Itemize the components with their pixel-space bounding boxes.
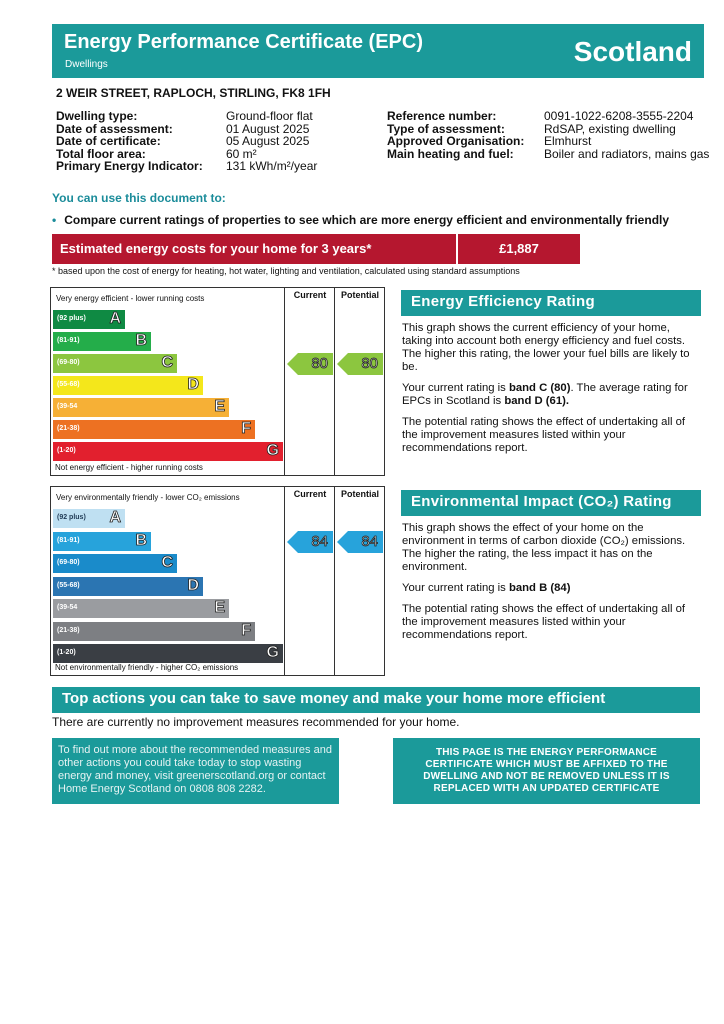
graph-top-caption: Very energy efficient - lower running costs [56, 294, 205, 303]
detail-label: Dwelling type: [56, 109, 138, 123]
detail-value: 60 m² [226, 146, 257, 161]
environment-paragraph: The potential rating shows the effect of undertaking all of the improvement measures listed within your recommendations report. [402, 603, 686, 641]
environmental-rating-heading: Environmental Impact (CO₂) Rating [401, 490, 701, 516]
band-range: (1-20) [57, 447, 76, 454]
rating-band-e [53, 599, 229, 618]
band-letter: D [187, 576, 199, 594]
rating-band-g [53, 442, 283, 461]
band-range: (1-20) [57, 649, 76, 656]
band-range: (69-80) [57, 359, 80, 366]
band-range: (92 plus) [57, 315, 86, 322]
band-letter: G [266, 644, 279, 661]
band-range: (69-80) [57, 559, 80, 566]
column-divider [284, 288, 285, 475]
band-letter: C [161, 554, 173, 571]
detail-label: Main heating and fuel: [387, 146, 514, 161]
details-left-values [226, 110, 317, 173]
band-range: (21-38) [57, 626, 80, 634]
rating-band-d [53, 376, 203, 395]
rating-band-g [53, 644, 283, 663]
bullet-icon: • [52, 213, 57, 227]
detail-label: Date of certificate: [56, 134, 161, 148]
rating-band-b [53, 532, 151, 551]
potential-column-header: Potential [340, 489, 379, 499]
graph-top-caption: Very environmentally friendly - lower CO₂ emissions [56, 493, 240, 502]
current-column-header: Current [293, 489, 327, 499]
current-column-header: Current [293, 290, 327, 300]
detail-value: 01 August 2025 [226, 121, 310, 136]
band-letter: G [266, 442, 279, 459]
band-range: (39-54 [57, 403, 78, 410]
column-divider [334, 288, 335, 475]
rating-band-c [53, 354, 177, 373]
details-right-values [544, 110, 714, 160]
environmental-impact-graph [50, 486, 385, 676]
band-letter: B [135, 332, 147, 349]
details-right-labels [387, 110, 524, 160]
rating-band-f [53, 420, 255, 439]
band-letter: F [241, 621, 251, 639]
rating-band-c [53, 554, 177, 573]
band-letter: C [161, 354, 173, 371]
detail-value: 131 kWh/m²/year [226, 159, 318, 173]
rating-band-e [53, 398, 229, 417]
detail-value: RdSAP, existing dwelling [544, 121, 676, 136]
energy-cost-label: Estimated energy costs for your home for 3 years* [52, 234, 456, 264]
use-heading: You can use this document to: [52, 191, 226, 205]
band-range: (92 plus) [57, 514, 86, 521]
detail-value: Elmhurst [544, 134, 592, 148]
efficiency-paragraph: This graph shows the current efficiency of your home, taking into account both energy efficiency and fuel costs. The higher this rating, the lower your fuel bills are likely to be. [402, 322, 690, 373]
efficiency-rating-text [402, 322, 702, 463]
detail-label: Type of assessment: [387, 121, 505, 136]
environment-paragraph: Your current rating is band B (84) [402, 582, 571, 594]
environment-paragraph: This graph shows the effect of your home on the environment in terms of carbon dioxide (CO₂) emissions. The higher the rating, the less impact it has on the environment. [402, 522, 686, 573]
certificate-notice-box: THIS PAGE IS THE ENERGY PERFORMANCE CERTIFICATE WHICH MUST BE AFFIXED TO THE DWELLING AND NOT BE REMOVED UNLESS IT IS REPLACED WITH AN UPDATED CERTIFICATE [393, 738, 700, 804]
detail-value: 0091-1022-6208-3555-2204 [544, 109, 694, 123]
country-label: Scotland [573, 36, 692, 67]
bullet-item [52, 213, 669, 227]
more-info-box: To find out more about the recommended measures and other actions you could take today to stop wasting energy and money, visit greenerscotland.org or contact Home Energy Scotland on 0808 808 2282. [52, 738, 339, 804]
band-range: (21-38) [57, 425, 80, 432]
potential-rating-value: 80 [361, 355, 378, 372]
potential-column-header: Potential [340, 290, 379, 300]
energy-cost-value: £1,887 [458, 234, 580, 264]
band-range: (55-68) [57, 381, 80, 388]
detail-label: Date of assessment: [56, 121, 173, 136]
efficiency-paragraph: The potential rating shows the effect of undertaking all of the improvement measures listed within your recommendations report. [402, 416, 686, 454]
energy-cost-note: * based upon the cost of energy for heating, hot water, lighting and ventilation, calculated using standard assumptions [52, 266, 520, 276]
energy-cost-bar [52, 234, 580, 264]
energy-efficiency-graph [50, 287, 385, 476]
efficiency-rating-heading: Energy Efficiency Rating [401, 290, 701, 316]
graph-bottom-caption: Not energy efficient - higher running costs [55, 463, 203, 472]
band-letter: E [214, 398, 225, 415]
graph-bottom-caption: Not environmentally friendly - higher CO₂ emissions [55, 663, 239, 672]
document-subtitle: Dwellings [65, 59, 108, 70]
band-range: (81-91) [57, 536, 80, 544]
band-range: (81-91) [57, 337, 80, 344]
band-range: (39-54 [57, 604, 78, 611]
band-letter: B [135, 531, 147, 549]
band-letter: A [109, 310, 121, 327]
document-title: Energy Performance Certificate (EPC) [64, 31, 424, 53]
column-divider [334, 487, 335, 675]
epc-header [52, 24, 704, 78]
detail-value: 05 August 2025 [226, 134, 310, 148]
potential-rating-value: 84 [361, 532, 378, 550]
current-rating-value: 80 [311, 355, 328, 372]
current-rating-value: 84 [311, 532, 328, 550]
detail-value: Boiler and radiators, mains gas [544, 146, 710, 161]
details-left-labels [56, 110, 203, 173]
column-divider [284, 487, 285, 675]
band-letter: A [109, 509, 121, 526]
top-actions-heading: Top actions you can take to save money and make your home more efficient [52, 687, 700, 713]
bullet-text: Compare current ratings of properties to see which are more energy efficient and environmentally friendly [64, 213, 670, 227]
band-letter: E [214, 599, 225, 616]
band-letter: D [187, 376, 199, 393]
detail-label: Total floor area: [56, 146, 146, 161]
detail-label: Primary Energy Indicator: [56, 159, 203, 173]
detail-label: Approved Organisation: [387, 134, 525, 148]
rating-band-f [53, 622, 255, 641]
efficiency-paragraph: Your current rating is band C (80). The average rating for EPCs in Scotland is band D (61). [402, 382, 688, 407]
detail-label: Reference number: [387, 109, 497, 123]
rating-band-a [53, 509, 125, 528]
rating-band-d [53, 577, 203, 596]
property-address: 2 WEIR STREET, RAPLOCH, STIRLING, FK8 1FH [56, 86, 331, 100]
environmental-rating-text [402, 522, 702, 650]
detail-value: Ground-floor flat [226, 109, 313, 123]
rating-band-a [53, 310, 125, 329]
rating-band-b [53, 332, 151, 351]
band-range: (55-68) [57, 581, 80, 589]
band-letter: F [241, 420, 251, 437]
top-actions-text: There are currently no improvement measures recommended for your home. [52, 715, 460, 729]
